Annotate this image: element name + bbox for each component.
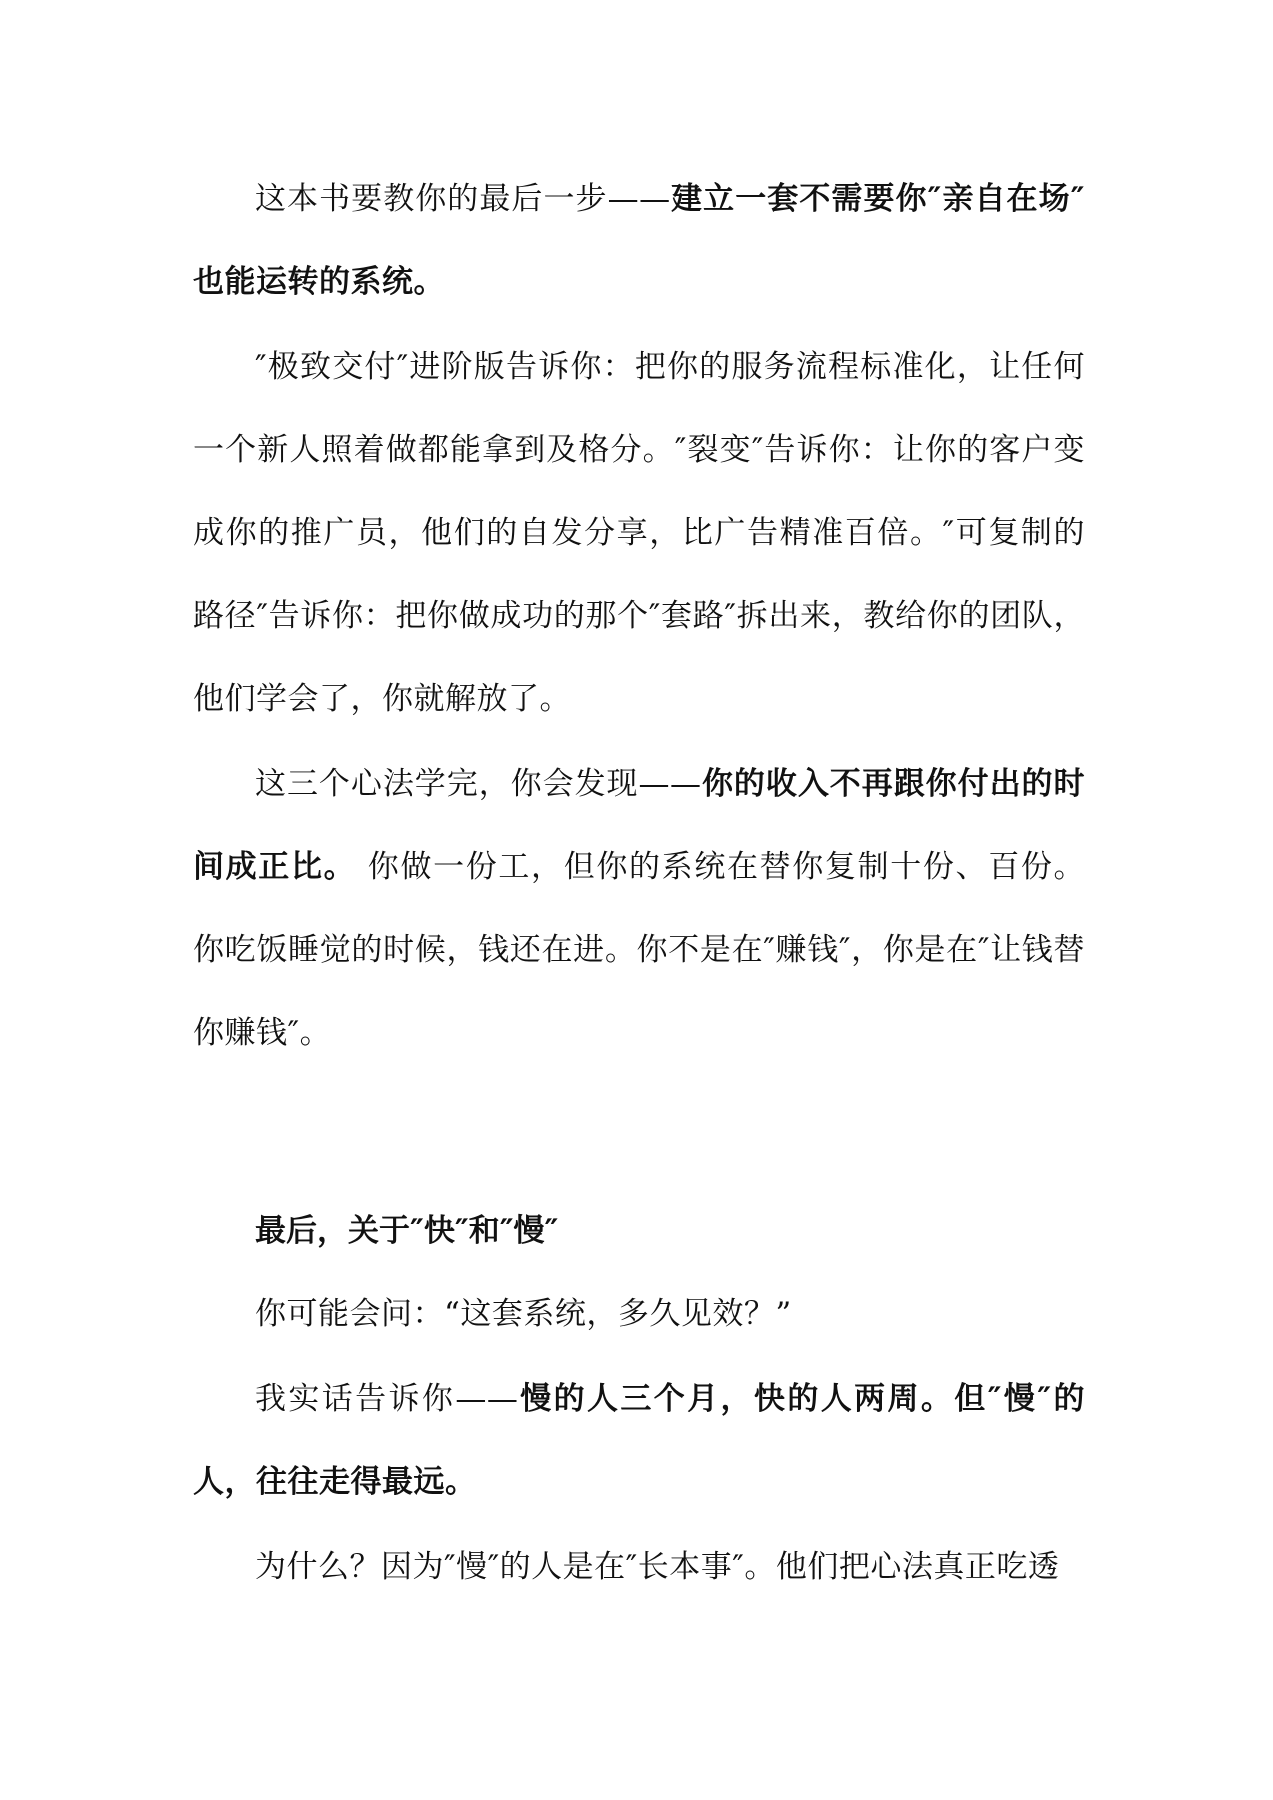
text-run-bold: 慢的人三个月，快的人两周。但″慢″的人，往往走得最远。	[193, 1381, 1085, 1500]
text-run-bold: 你的收入不再跟你付出的时间成正比。	[193, 766, 1085, 885]
text-run: 你可能会问：“这套系统，多久见效？”	[255, 1296, 792, 1332]
text-run-bold: 建立一套不需要你″亲自在场″也能运转的系统。	[193, 181, 1086, 300]
text-column	[193, 158, 1085, 1609]
section-gap	[193, 1075, 1085, 1190]
paragraph-income-result	[193, 743, 1085, 1075]
paragraph-final-step	[193, 158, 1085, 324]
paragraph-answer	[193, 1358, 1085, 1524]
text-run: 我实话告诉你——	[255, 1381, 519, 1417]
text-run: 为什么？因为″慢″的人是在″长本事″。他们把心法真正吃透	[255, 1549, 1060, 1585]
paragraph-question	[193, 1273, 1085, 1356]
paragraph-three-methods	[193, 326, 1085, 741]
text-run: 这三个心法学完，你会发现——	[255, 766, 702, 802]
text-run: ″极致交付″进阶版告诉你：把你的服务流程标准化，让任何一个新人照着做都能拿到及格分。″裂变″告诉你：让你的客户变成你的推广员，他们的自发分享，比广告精准百倍。″可复制的路径″告诉你：把你做成功的那个″套路″拆出来，教给你的团队，他们学会了，你就解放了。	[193, 349, 1085, 717]
section-heading: 最后，关于″快″和″慢″	[255, 1213, 559, 1249]
text-run: 你做一份工，但你的系统在替你复制十份、百份。你吃饭睡觉的时候，钱还在进。你不是在″赚钱″，你是在″让钱替你赚钱″。	[193, 849, 1086, 1051]
text-run: 这本书要教你的最后一步——	[255, 181, 671, 217]
paragraph-why	[193, 1526, 1085, 1609]
